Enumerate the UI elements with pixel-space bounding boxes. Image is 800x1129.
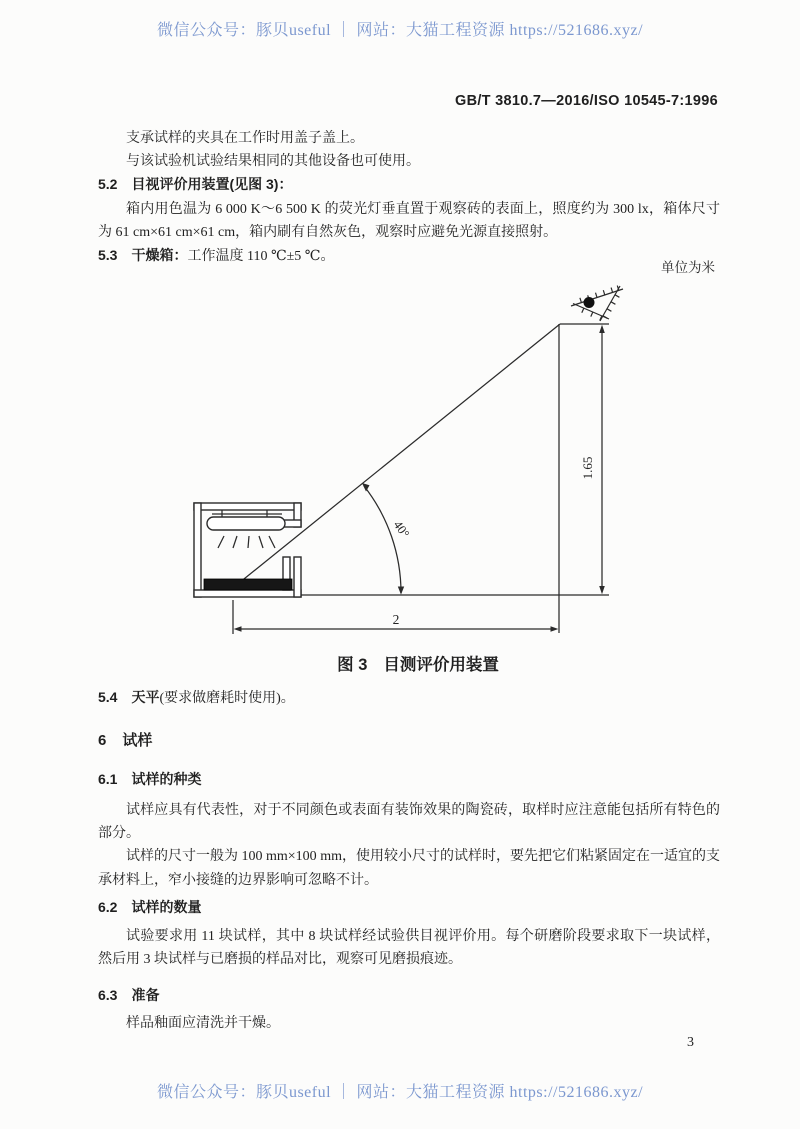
page-number: 3 <box>687 1035 694 1050</box>
standard-code: GB/T 3810.7—2016/ISO 10545-7:1996 <box>454 93 718 109</box>
fluorescent-lamp-icon <box>207 510 285 548</box>
dimension-angle-label: 40° <box>390 518 413 541</box>
clause-title: 准备 <box>131 987 160 1003</box>
dimension-base-label: 2 <box>392 612 400 627</box>
dimension-height-label: 1.65 <box>580 456 595 480</box>
clause-term: 干燥箱： <box>131 247 188 264</box>
clause-5-2-body: 箱内用色温为 6 000 K～6 500 K 的荧光灯垂直置于观察砖的表面上，照度约为 300 lx，箱体尺寸为 61 cm×61 cm×61 cm，箱内刷有自然灰色，观察时应避免光源直接照射。 <box>98 201 720 240</box>
clause-6-3-body: 样品釉面应清洗并干燥。 <box>126 1016 280 1031</box>
clause-6-2-body: 试验要求用 11 块试样，其中 8 块试样经试验供目视评价用。每个研磨阶段要求取下一块试样，然后用 3 块试样与已磨损的样品对比，观察可见磨损痕迹。 <box>98 929 720 968</box>
section-number: 6 <box>98 732 107 749</box>
clause-text: 工作温度 110 ℃±5 ℃。 <box>187 249 335 265</box>
watermark-bottom: 微信公众号：豚贝useful ｜ 网站：大猫工程资源 https://521686.xyz/ <box>156 1084 644 1101</box>
figure-number: 图 3 <box>337 656 368 674</box>
clause-number: 6.3 <box>98 987 118 1003</box>
clause-6-2-heading <box>98 896 720 920</box>
clause-5-4-line <box>98 686 720 710</box>
clause-number: 6.2 <box>98 899 118 915</box>
clause-number: 5.2 <box>98 176 118 193</box>
clause-term: 天平 <box>131 689 160 705</box>
observer-eye-icon <box>571 286 623 321</box>
paragraph-other-equipment: 与该试验机试验结果相同的其他设备也可使用。 <box>126 154 420 170</box>
clause-title: 目视评价用装置(见图 3)： <box>131 176 293 193</box>
clause-number: 5.4 <box>98 689 118 705</box>
tile-sample <box>204 579 292 590</box>
clause-number: 5.3 <box>98 247 118 264</box>
figure-title: 目测评价用装置 <box>383 656 499 674</box>
clause-6-1-body <box>98 799 720 892</box>
sight-line <box>239 324 560 583</box>
clause-text: (要求做磨耗时使用)。 <box>159 691 295 706</box>
paragraph: 试样应具有代表性，对于不同颜色或表面有装饰效果的陶瓷砖，取样时应注意能包括所有特色的部分。 <box>98 803 720 842</box>
section-title: 试样 <box>122 732 153 749</box>
clause-6-1-heading <box>98 768 720 792</box>
section-6-heading <box>98 729 720 753</box>
clause-6-3-heading <box>98 984 720 1008</box>
paragraph: 试样的尺寸一般为 100 mm×100 mm，使用较小尺寸的试样时，要先把它们粘紧固定在一适宜的支承材料上，窄小接缝的边界影响可忽略不计。 <box>98 849 720 888</box>
clause-title: 试样的种类 <box>131 771 202 787</box>
clause-title: 试样的数量 <box>131 899 202 915</box>
figure-caption <box>18 651 800 675</box>
figure-unit-note: 单位为米 <box>661 260 715 275</box>
paragraph-cover: 支承试样的夹具在工作时用盖子盖上。 <box>126 131 364 146</box>
clause-number: 6.1 <box>98 771 118 787</box>
watermark-top: 微信公众号：豚贝useful ｜ 网站：大猫工程资源 https://521686.xyz/ <box>156 22 644 39</box>
